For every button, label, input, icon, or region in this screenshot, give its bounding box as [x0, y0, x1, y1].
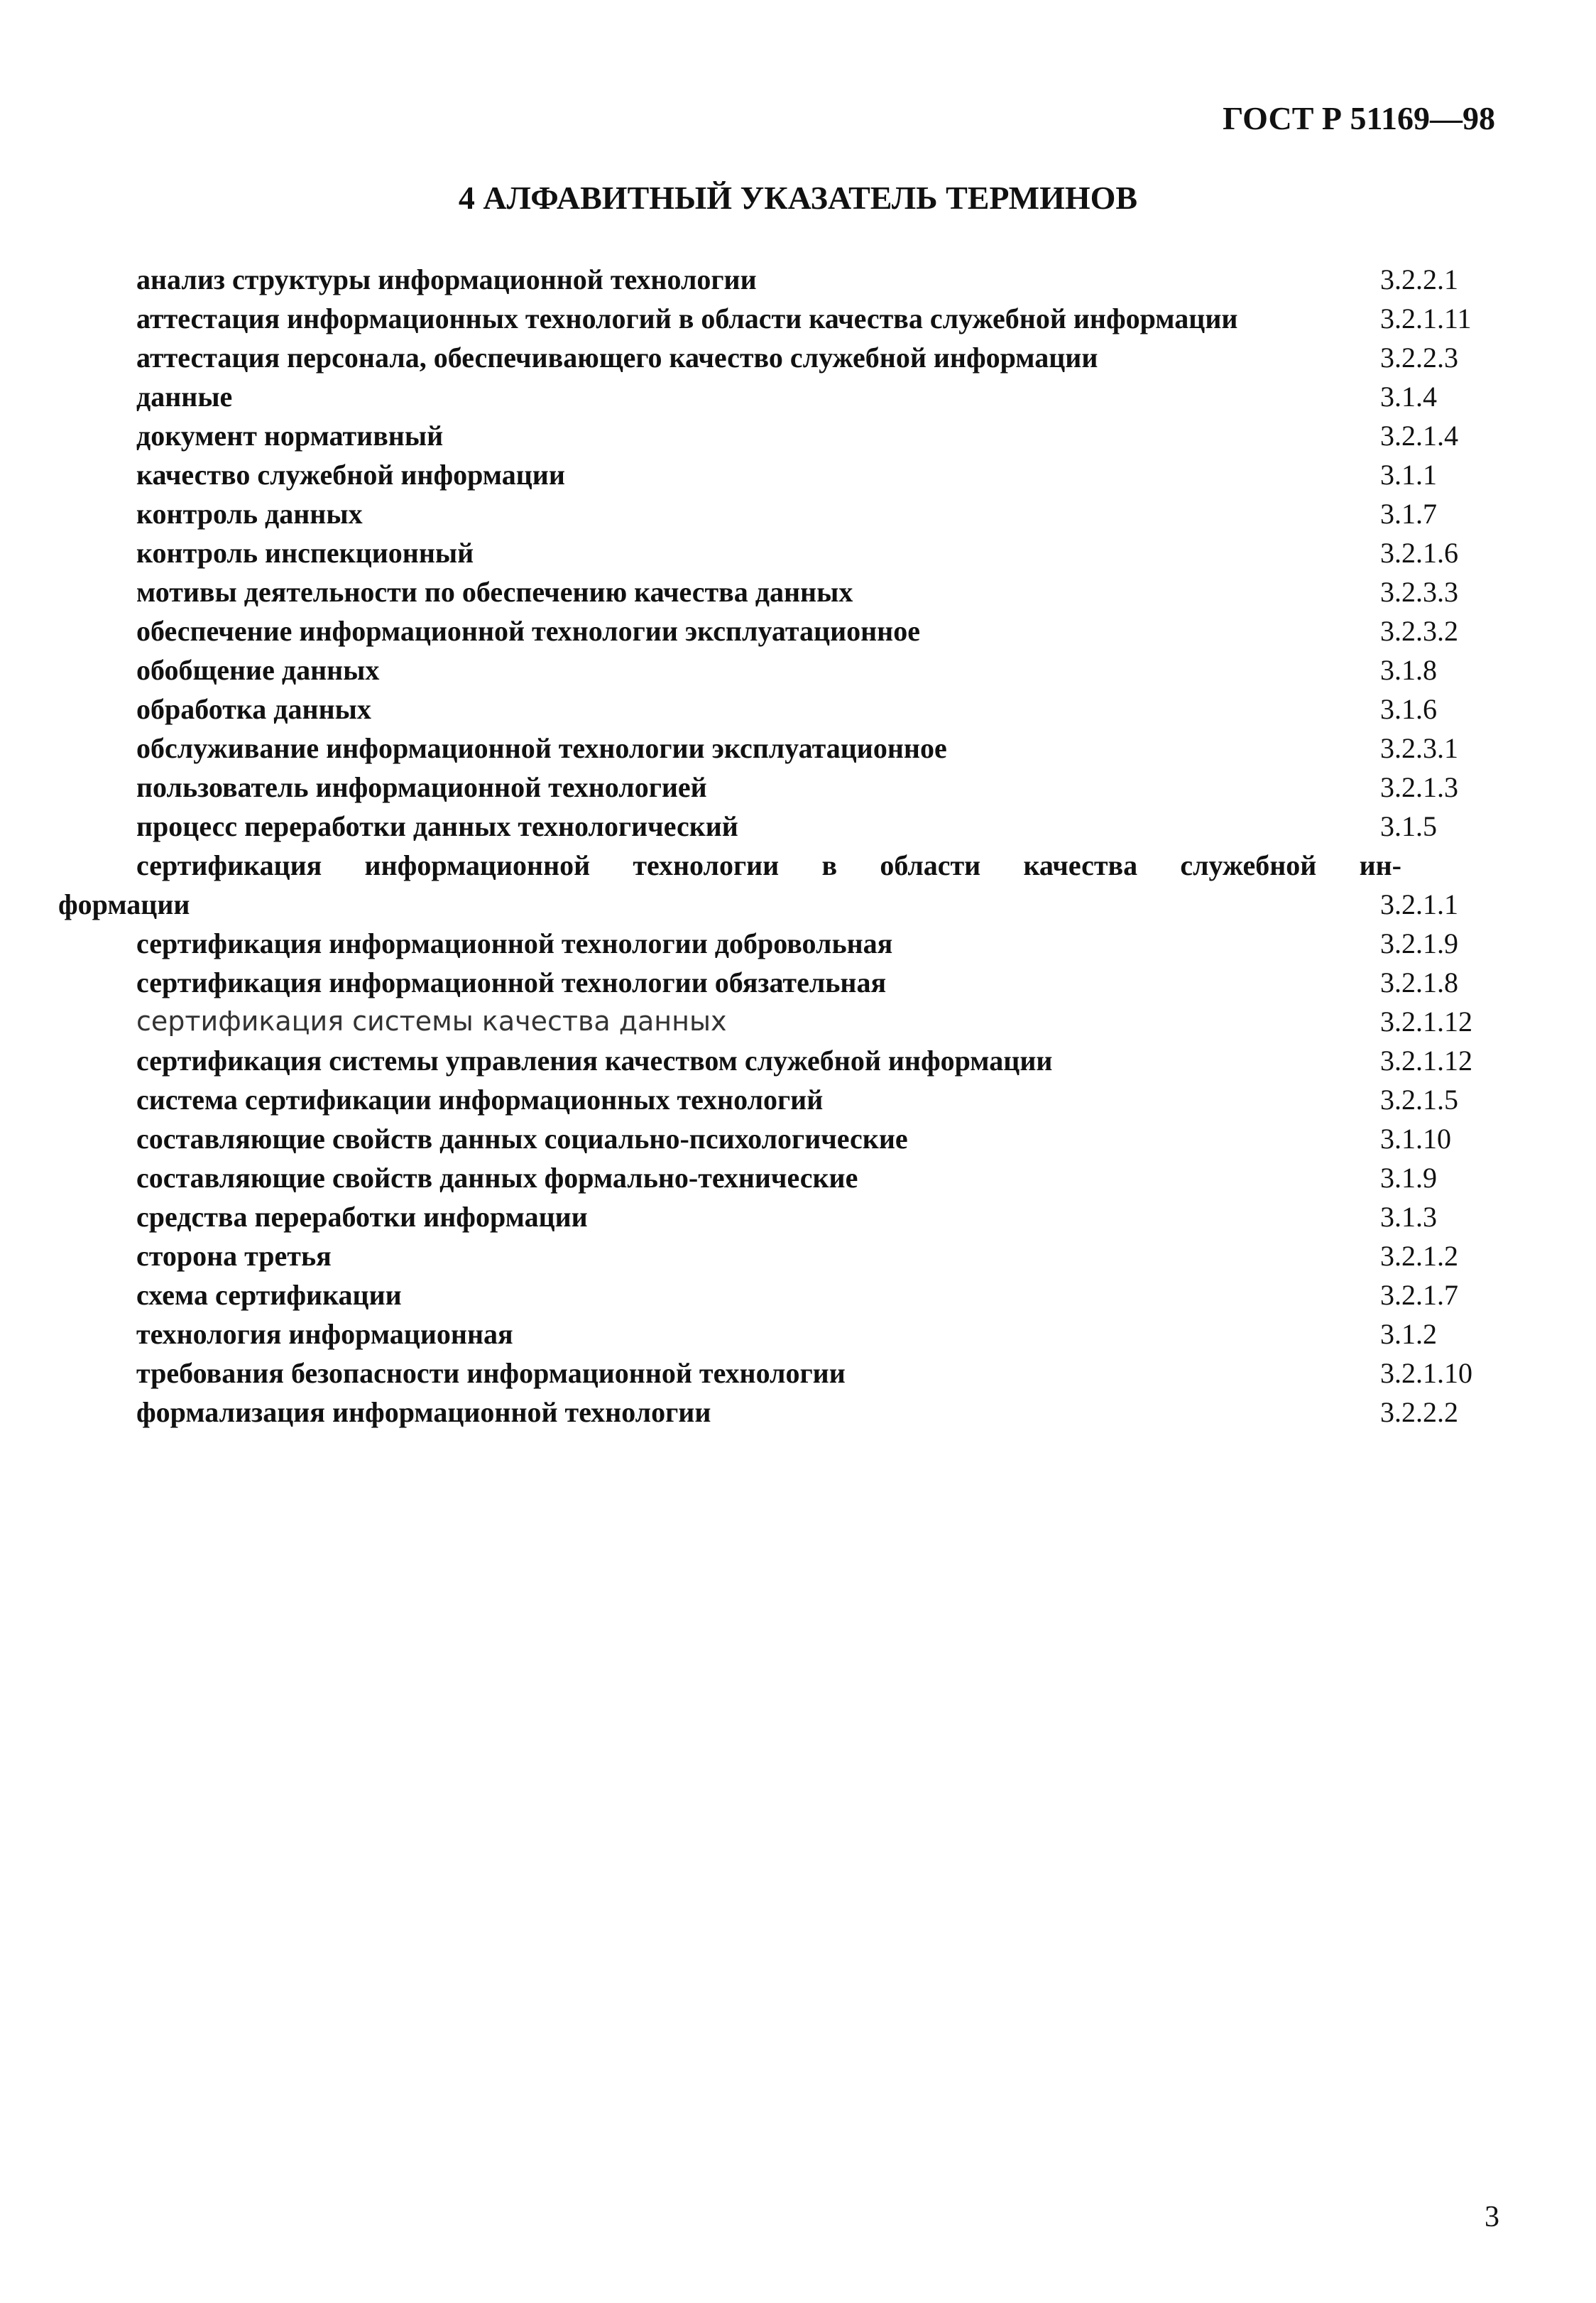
- index-ref: 3.2.1.2: [1380, 1240, 1458, 1272]
- index-term: обеспечение информационной технологии эксплуатационное: [136, 615, 920, 647]
- index-ref: 3.2.1.1: [1380, 888, 1458, 920]
- index-ref: 3.2.1.10: [1380, 1357, 1472, 1389]
- index-row: [58, 1275, 1528, 1314]
- index-term: требования безопасности информационной технологии: [136, 1357, 846, 1389]
- index-term: мотивы деятельности по обеспечению качества данных: [136, 576, 853, 608]
- index-term-continuation: формации: [58, 888, 190, 920]
- index-row: [58, 377, 1528, 416]
- index-term: контроль данных: [136, 498, 363, 530]
- index-term: данные: [136, 381, 233, 413]
- index-row: [58, 338, 1528, 377]
- index-term: сертификация системы качества данных: [136, 1006, 727, 1037]
- index-row: [58, 611, 1528, 650]
- index-row: [58, 494, 1528, 533]
- index-ref: 3.2.3.2: [1380, 615, 1458, 647]
- index-term: обобщение данных: [136, 654, 380, 686]
- index-term: аттестация информационных технологий в области качества служебной информации: [136, 303, 1238, 334]
- index-term: сертификация информационной технологии добровольная: [136, 927, 893, 959]
- index-term: сертификация информационной технологии обязательная: [136, 967, 887, 998]
- index-row: [58, 768, 1528, 807]
- index-row: [58, 299, 1528, 338]
- index-ref: 3.2.1.12: [1380, 1045, 1472, 1077]
- index-row: [58, 1314, 1528, 1354]
- index-ref: 3.1.6: [1380, 693, 1437, 725]
- section-title: 4 АЛФАВИТНЫЙ УКАЗАТЕЛЬ ТЕРМИНОВ: [458, 180, 1138, 216]
- index-ref: 3.2.1.11: [1380, 303, 1472, 334]
- index-term: обработка данных: [136, 693, 371, 725]
- index-term: документ нормативный: [136, 420, 444, 452]
- index-ref: 3.2.2.3: [1380, 342, 1458, 374]
- index-term: аттестация персонала, обеспечивающего качество служебной информации: [136, 342, 1098, 374]
- index-row: [58, 1393, 1528, 1432]
- index-term: сертификация информационной технологии в области качества служебной ин-: [136, 849, 1401, 881]
- index-term: сертификация системы управления качеством служебной информации: [136, 1045, 1053, 1077]
- index-row: [58, 533, 1528, 572]
- index-row: [58, 1236, 1528, 1275]
- index-term: сторона третья: [136, 1240, 332, 1272]
- index-ref: 3.2.3.1: [1380, 732, 1458, 764]
- index-term: процесс переработки данных технологический: [136, 810, 738, 842]
- index-term: пользователь информационной технологией: [136, 771, 707, 803]
- index-row: [58, 690, 1528, 729]
- document-code: ГОСТ Р 51169—98: [1223, 100, 1495, 136]
- index-term: составляющие свойств данных социально-психологические: [136, 1123, 908, 1155]
- index-term: схема сертификации: [136, 1279, 402, 1311]
- index-row: [58, 807, 1528, 846]
- index-row-wrapped: [58, 846, 1528, 924]
- index-term: технология информационная: [136, 1318, 513, 1350]
- index-ref: 3.2.2.2: [1380, 1396, 1458, 1428]
- index-ref: 3.1.8: [1380, 654, 1437, 686]
- index-row: [58, 924, 1528, 963]
- index-ref: 3.2.1.5: [1380, 1084, 1458, 1116]
- index-term: средства переработки информации: [136, 1201, 588, 1233]
- index-row: [58, 963, 1528, 1002]
- index-row: [58, 455, 1528, 494]
- index-ref: 3.1.7: [1380, 498, 1437, 530]
- index-ref: 3.2.2.1: [1380, 263, 1458, 295]
- index-ref: 3.2.3.3: [1380, 576, 1458, 608]
- index-ref: 3.2.1.8: [1380, 967, 1458, 998]
- index-row: [58, 260, 1528, 299]
- index-row: [58, 416, 1528, 455]
- index-ref: 3.1.1: [1380, 459, 1437, 491]
- index-ref: 3.1.2: [1380, 1318, 1437, 1350]
- index-row: [58, 1119, 1528, 1158]
- index-row: [58, 729, 1528, 768]
- term-index-list: [58, 260, 1528, 1432]
- index-ref: 3.1.9: [1380, 1162, 1437, 1194]
- index-ref: 3.2.1.9: [1380, 927, 1458, 959]
- index-ref: 3.2.1.4: [1380, 420, 1458, 452]
- index-ref: 3.1.3: [1380, 1201, 1437, 1233]
- index-ref: 3.2.1.12: [1380, 1006, 1472, 1038]
- index-term: качество служебной информации: [136, 459, 565, 491]
- index-term: формализация информационной технологии: [136, 1396, 711, 1428]
- index-ref: 3.2.1.3: [1380, 771, 1458, 803]
- index-ref: 3.1.5: [1380, 810, 1437, 842]
- index-ref: 3.2.1.7: [1380, 1279, 1458, 1311]
- index-row: [58, 1041, 1528, 1080]
- index-term: система сертификации информационных технологий: [136, 1084, 824, 1116]
- index-ref: 3.2.1.6: [1380, 537, 1458, 569]
- index-term: обслуживание информационной технологии эксплуатационное: [136, 732, 947, 764]
- index-row: [58, 1197, 1528, 1236]
- index-row: [58, 650, 1528, 690]
- index-ref: 3.1.10: [1380, 1123, 1451, 1155]
- index-row: [58, 1354, 1528, 1393]
- index-ref: 3.1.4: [1380, 381, 1437, 413]
- index-term: контроль инспекционный: [136, 537, 474, 569]
- index-row: [58, 1080, 1528, 1119]
- page-number: 3: [1485, 2201, 1499, 2233]
- index-term: составляющие свойств данных формально-технические: [136, 1162, 858, 1194]
- index-term: анализ структуры информационной технологии: [136, 263, 757, 295]
- index-row: [58, 1158, 1528, 1197]
- index-row: [58, 572, 1528, 611]
- index-row: [58, 1002, 1528, 1041]
